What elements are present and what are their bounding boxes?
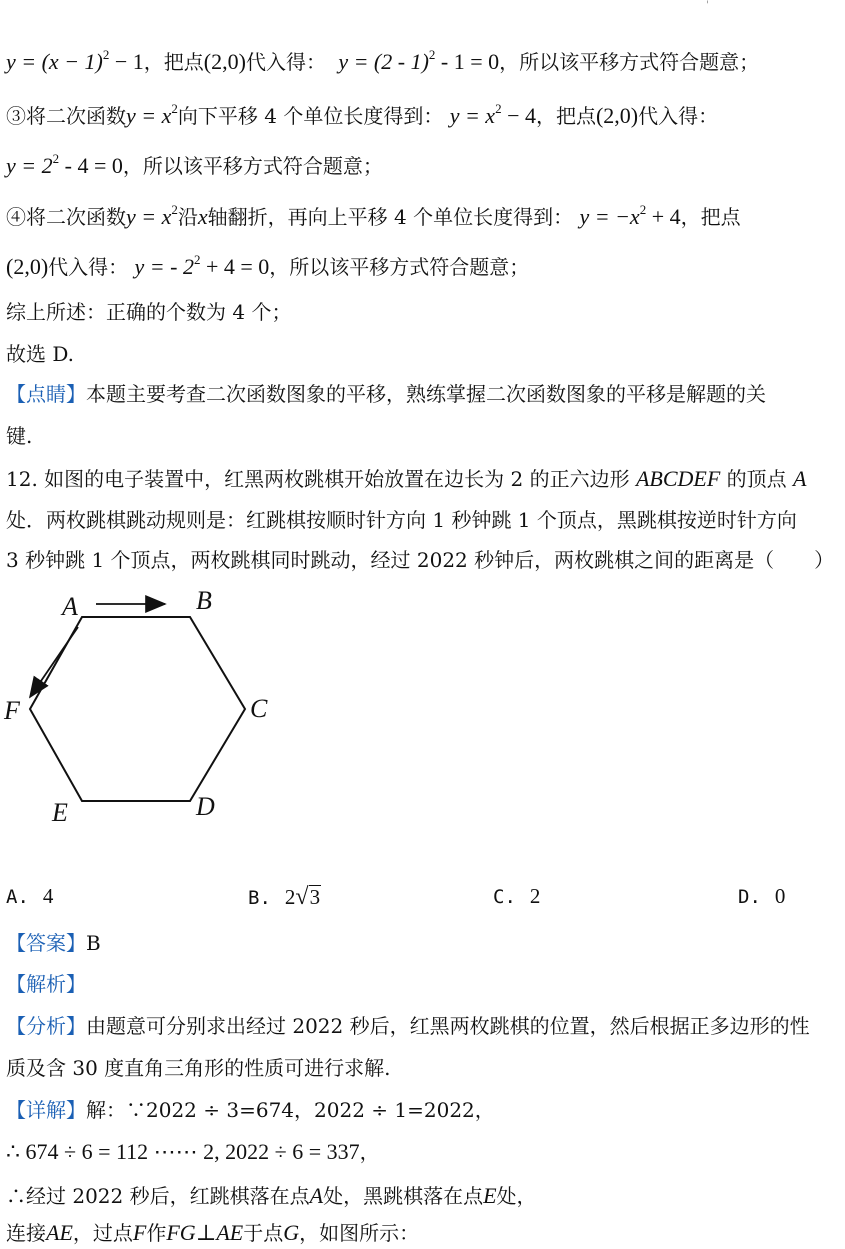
calculation: ∴ 674 ÷ 6 = 112 ⋯⋯ 2, 2022 ÷ 6 = 337 <box>6 1139 360 1164</box>
text: 向下平移 4 个单位长度得到： <box>177 104 444 128</box>
arrow-a-to-f <box>30 627 78 697</box>
vertex-name: A <box>793 466 807 491</box>
text: ，如图所示： <box>299 1221 420 1245</box>
analysis-heading <box>6 970 86 998</box>
detail-line-1 <box>6 1096 495 1124</box>
text: 处，黑跳棋落在点 <box>323 1184 484 1208</box>
text: ④将二次函数 <box>6 205 126 229</box>
comment-line-2: 键. <box>6 424 33 448</box>
exponent: 2 <box>639 202 647 217</box>
equation: y = (2 - 1) <box>338 49 429 74</box>
detail-line-2 <box>6 1138 380 1166</box>
text: 本题主要考查二次函数图象的平移，熟练掌握二次函数图象的平移是解题的关 <box>86 382 766 406</box>
text: 12. 如图的电子装置中，红黑两枚跳棋开始放置在边长为 2 的正六边形 <box>6 467 630 491</box>
exponent: 2 <box>428 47 436 62</box>
text: 代入得： <box>48 255 129 279</box>
equation-part: - 4 = 0 <box>59 153 123 178</box>
exponent: 2 <box>171 101 178 116</box>
exponent: 2 <box>102 47 110 62</box>
equation-part: − 1 <box>109 49 144 74</box>
equation: y = - 2 <box>134 254 194 279</box>
perpendicular-relation: FG⊥AE <box>166 1220 244 1245</box>
text: 代入得： <box>245 50 326 74</box>
text: ∴经过 2022 秒后，红跳棋落在点 <box>6 1184 310 1208</box>
option-d[interactable] <box>738 884 785 909</box>
text: ，把点 <box>143 50 204 74</box>
option-value: 4 <box>42 884 54 908</box>
equation: y = −x <box>579 204 640 229</box>
hexagon-figure <box>0 585 300 835</box>
comment-line <box>6 380 766 408</box>
text: 代入得： <box>638 104 719 128</box>
solution-line-4 <box>6 203 741 231</box>
text: 沿 <box>177 205 198 229</box>
solution-line-1 <box>6 48 759 76</box>
option-letter: B. <box>248 887 271 909</box>
hexagon-shape <box>30 617 245 801</box>
sqrt-icon: √ <box>295 884 309 910</box>
question-line-2: 处．两枚跳棋跳动规则是：红跳棋按顺时针方向 1 秒钟跳 1 个顶点，黑跳棋按逆时针方向 <box>6 508 797 532</box>
equation-part: - 1 = 0 <box>435 49 500 74</box>
detail-tag: 【详解】 <box>6 1098 86 1122</box>
exponent: 2 <box>171 202 178 217</box>
vertex-name: F <box>132 1220 147 1245</box>
solution-line-5 <box>6 253 529 281</box>
equation: y = 2 <box>6 153 53 178</box>
text: 连接 <box>6 1221 46 1245</box>
text: ，所以该平移方式符合题意； <box>269 255 530 279</box>
detail-line-4 <box>6 1219 419 1247</box>
option-value: 0 <box>774 884 786 908</box>
equation-part: + 4 = 0 <box>200 254 270 279</box>
point: (2,0) <box>595 103 639 128</box>
text: 的顶点 <box>726 467 787 491</box>
analysis-sub-tag: 【分析】 <box>6 1014 86 1038</box>
option-coefficient: 2 <box>284 885 296 909</box>
analysis-line-1 <box>6 1012 810 1040</box>
answer-line <box>6 929 101 957</box>
option-value: 2 <box>529 884 541 908</box>
answer-value: B <box>86 931 101 955</box>
vertex-name: G <box>283 1220 300 1245</box>
exponent: 2 <box>193 252 201 267</box>
text: 于点 <box>243 1221 284 1245</box>
analysis-tag: 【解析】 <box>6 972 86 996</box>
summary-line: 综上所述：正确的个数为 4 个； <box>6 300 292 324</box>
equation: y = x <box>126 204 172 229</box>
text: 由题意可分别求出经过 2022 秒后，红黑两枚跳棋的位置，然后根据正多边形的性 <box>86 1014 810 1038</box>
vertex-label-b: B <box>196 586 212 615</box>
vertex-name: A <box>309 1183 324 1208</box>
point: (2,0) <box>6 254 49 279</box>
segment-name: AE <box>46 1220 73 1245</box>
answer-tag: 【答案】 <box>6 931 86 955</box>
comment-tag: 【点睛】 <box>6 382 86 406</box>
option-letter: D. <box>738 886 761 908</box>
text: ，所以该平移方式符合题意； <box>499 50 760 74</box>
vertex-label-a: A <box>62 592 78 621</box>
option-c[interactable] <box>493 884 540 909</box>
text: 解：∵2022 ÷ 3=674，2022 ÷ 1=2022， <box>86 1098 495 1122</box>
equation-part: − 4 <box>501 103 536 128</box>
exponent: 2 <box>495 101 502 116</box>
solution-line-2 <box>6 102 718 130</box>
option-a[interactable] <box>6 884 53 909</box>
point: (2,0) <box>203 49 246 74</box>
option-radicand: 3 <box>309 885 321 909</box>
question-line-3: 3 秒钟跳 1 个顶点，两枚跳棋同时跳动，经过 2022 秒钟后，两枚跳棋之间的距离是（ ） <box>6 548 835 572</box>
text: 作 <box>146 1221 167 1245</box>
equation: y = (x − 1) <box>6 49 103 74</box>
text: ，过点 <box>72 1221 133 1245</box>
vertex-name: E <box>483 1183 497 1208</box>
detail-line-3 <box>6 1182 537 1210</box>
axis-variable: x <box>197 204 208 229</box>
text: ，所以该平移方式符合题意； <box>122 154 383 178</box>
analysis-line-2: 质及含 30 度直角三角形的性质可进行求解. <box>6 1056 391 1080</box>
question-line-1 <box>6 465 806 493</box>
text: 轴翻折，再向上平移 4 个单位长度得到： <box>207 205 574 229</box>
equation: y = x <box>449 103 496 128</box>
text: ，把点 <box>535 104 596 128</box>
hexagon-name: ABCDEF <box>635 466 721 491</box>
choice-line: 故选 D. <box>6 342 75 366</box>
option-letter: C. <box>493 886 516 908</box>
equation: y = x <box>126 103 172 128</box>
text: ， <box>359 1140 380 1164</box>
text: 处， <box>496 1184 537 1208</box>
exponent: 2 <box>52 151 60 166</box>
vertex-label-c: C <box>250 694 268 723</box>
text: ，把点 <box>680 205 741 229</box>
equation-part: + 4 <box>646 204 681 229</box>
solution-line-3 <box>6 152 383 180</box>
corner-mark: ' <box>706 0 709 11</box>
text: ③将二次函数 <box>6 104 126 128</box>
vertex-label-e: E <box>52 798 68 827</box>
option-letter: A. <box>6 886 29 908</box>
vertex-label-d: D <box>196 792 215 821</box>
vertex-label-f: F <box>4 696 20 725</box>
option-b[interactable] <box>248 884 321 911</box>
